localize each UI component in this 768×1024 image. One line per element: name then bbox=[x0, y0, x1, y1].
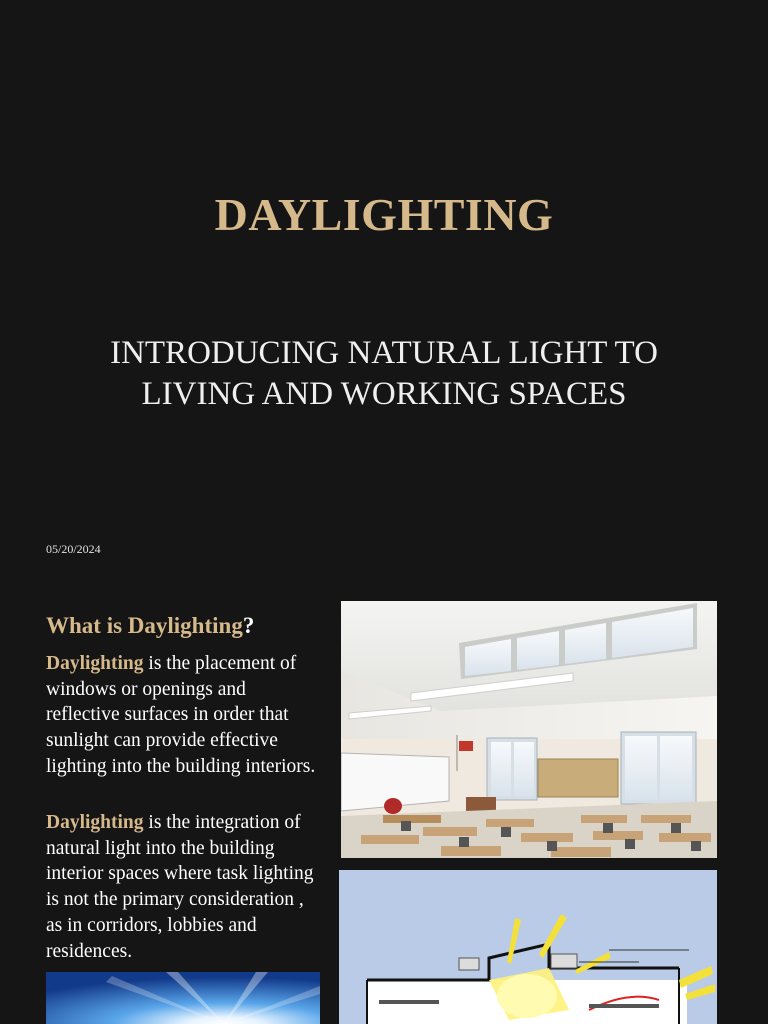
slide-title: DAYLIGHTING bbox=[214, 189, 554, 240]
section-heading-mark: ? bbox=[242, 613, 255, 638]
definition-text-1: is the placement of windows or openings and reflective surfaces in order that sunlight can provide effective lighting into the building interiors. bbox=[46, 653, 316, 777]
section-heading-text: What is Daylighting bbox=[46, 613, 243, 638]
definition-paragraph-2 bbox=[46, 810, 316, 964]
definition-paragraph-1 bbox=[46, 651, 316, 780]
classroom-photo bbox=[341, 601, 717, 858]
term-daylighting: Daylighting bbox=[46, 653, 144, 674]
slide-date: 05/20/2024 bbox=[46, 542, 101, 556]
definition-text-2: is the integration of natural light into the building interior spaces where task lighting is not the primary consideration , as in corridors, lobbies and residences. bbox=[46, 812, 314, 962]
section-heading bbox=[46, 613, 254, 639]
term-daylighting: Daylighting bbox=[46, 812, 144, 833]
sky-photo bbox=[46, 972, 320, 1024]
slide-subtitle: INTRODUCING NATURAL LIGHT TO LIVING AND WORKING SPACES bbox=[110, 335, 658, 412]
daylight-diagram bbox=[339, 870, 717, 1024]
